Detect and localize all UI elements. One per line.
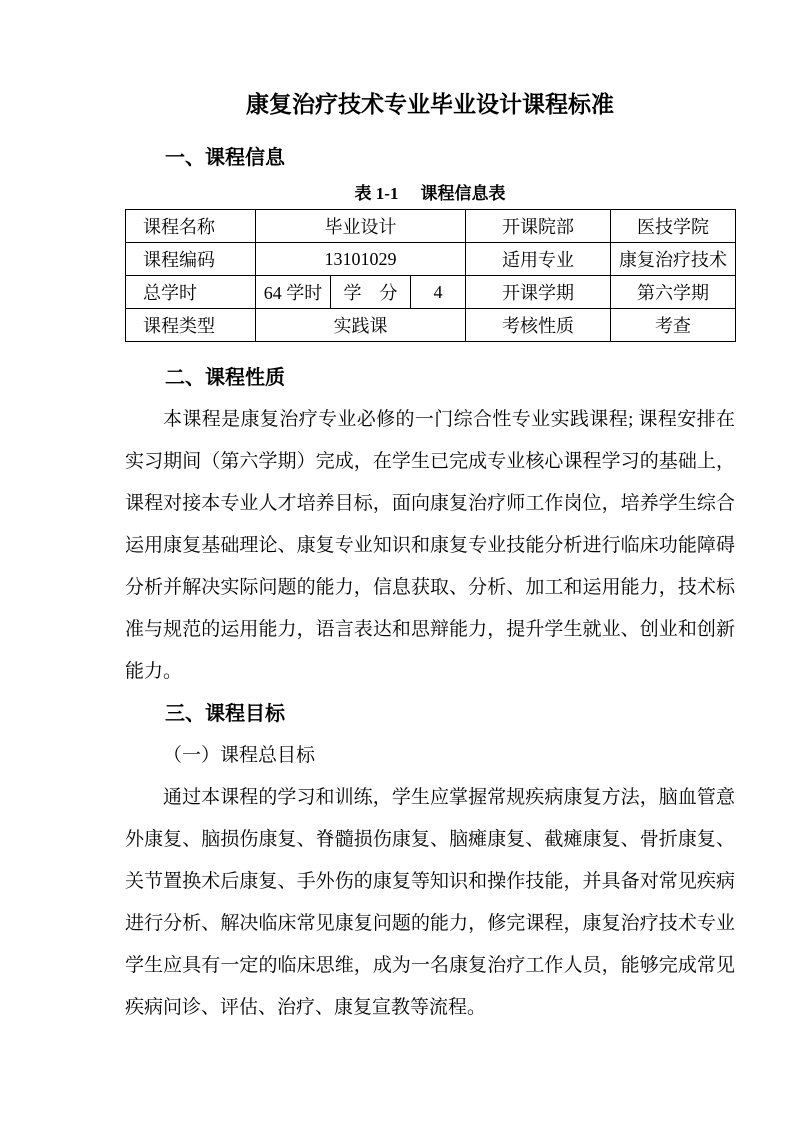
table-cell: 总学时	[126, 276, 256, 309]
table-cell: 考查	[611, 309, 736, 342]
table-cell: 适用专业	[466, 243, 611, 276]
table-caption	[125, 179, 735, 209]
course-nature-paragraph: 本课程是康复治疗专业必修的一门综合性专业实践课程; 课程安排在实习期间（第六学期）完成，在学生已完成专业核心课程学习的基础上，课程对接本专业人才培养目标，面向康复治疗师工作岗位，培养学生综合运用康复基础理论、康复专业知识和康复专业技能分析进行临床功能障碍分析并解决实际问题的能力，信息获取、分析、加工和运用能力，技术标准与规范的运用能力，语言表达和思辩能力，提升学生就业、创业和创新能力。	[125, 409, 735, 682]
table-cell: 开课院部	[466, 210, 611, 243]
table-cell: 4	[411, 276, 466, 309]
table-caption-title: 课程信息表	[420, 184, 506, 203]
course-info-table	[125, 209, 736, 342]
section-heading-course-info: 一、课程信息	[165, 147, 285, 169]
section-heading-course-nature: 二、课程性质	[165, 367, 285, 389]
table-cell: 课程名称	[126, 210, 256, 243]
document-title: 康复治疗技术专业毕业设计课程标准	[246, 92, 614, 117]
table-cell: 课程编码	[126, 243, 256, 276]
table-cell: 第六学期	[611, 276, 736, 309]
table-cell: 课程类型	[126, 309, 256, 342]
table-cell: 康复治疗技术	[611, 243, 736, 276]
subheading-overall-objective: （一）课程总目标	[163, 745, 316, 766]
table-row	[126, 276, 736, 309]
table-cell: 开课学期	[466, 276, 611, 309]
table-row	[126, 309, 736, 342]
table-cell: 学 分	[331, 276, 411, 309]
table-cell: 毕业设计	[256, 210, 466, 243]
table-cell: 13101029	[256, 243, 466, 276]
course-objectives-paragraph: 通过本课程的学习和训练，学生应掌握常规疾病康复方法，脑血管意外康复、脑损伤康复、脊髓损伤康复、脑瘫康复、截瘫康复、骨折康复、关节置换术后康复、手外伤的康复等知识和操作技能，并具备对常见疾病进行分析、解决临床常见康复问题的能力，修完课程，康复治疗技术专业学生应具有一定的临床思维，成为一名康复治疗工作人员，能够完成常见疾病问诊、评估、治疗、康复宣教等流程。	[125, 787, 735, 1018]
section-heading-course-objectives: 三、课程目标	[165, 703, 285, 725]
table-row	[126, 243, 736, 276]
table-row	[126, 210, 736, 243]
table-cell: 64 学时	[256, 276, 331, 309]
table-cell: 考核性质	[466, 309, 611, 342]
table-caption-label: 表 1-1	[354, 184, 399, 203]
table-cell: 医技学院	[611, 210, 736, 243]
table-cell: 实践课	[256, 309, 466, 342]
